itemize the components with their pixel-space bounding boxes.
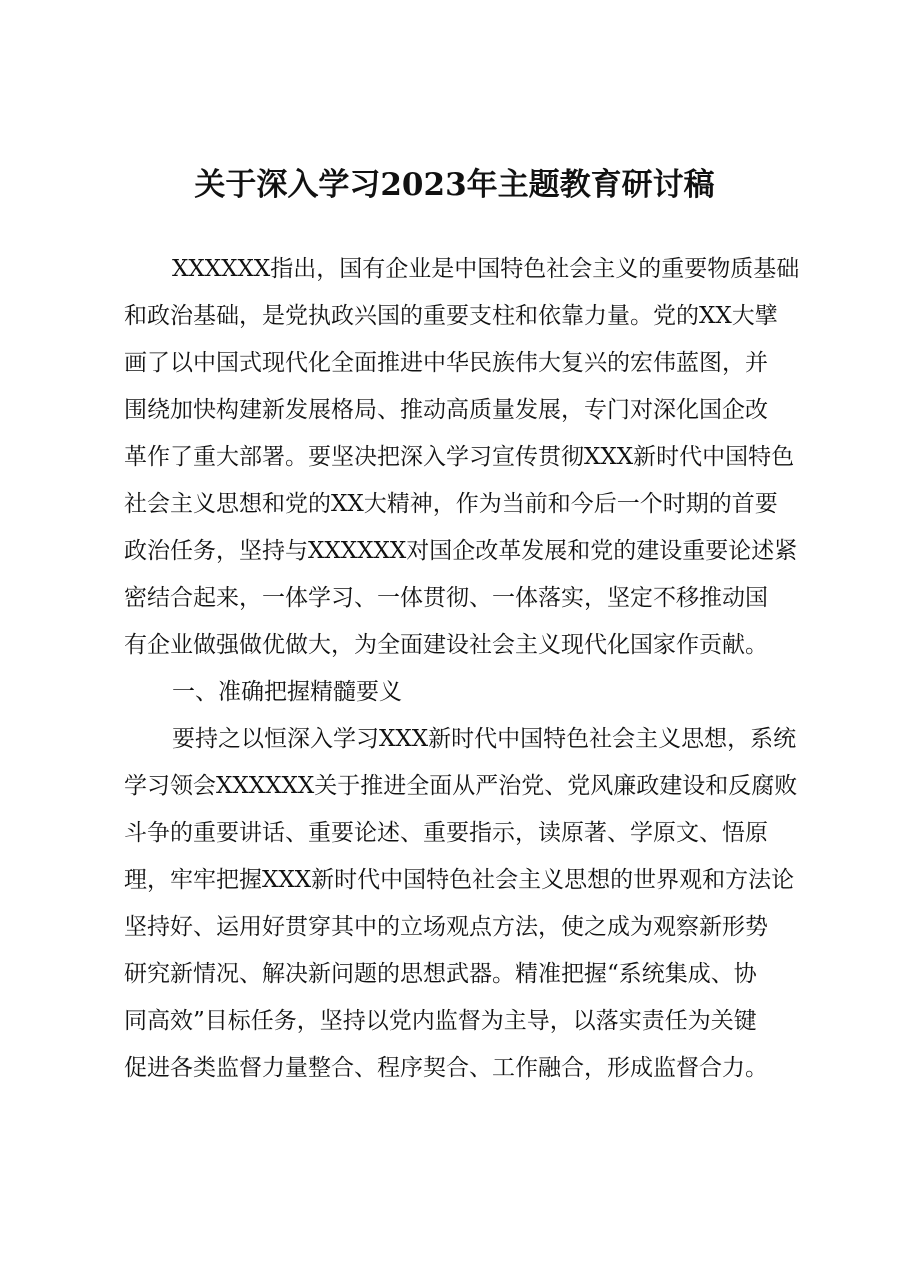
paragraph-1-line-1: XXXXXX指出，国有企业是中国特色社会主义的重要物质基础 [172, 256, 800, 282]
paragraph-1-line-3: 画了以中国式现代化全面推进中华民族伟大复兴的宏伟蓝图，并 [124, 350, 768, 376]
paragraph-1-line-8: 密结合起来，一体学习、一体贯彻、一体落实，坚定不移推动国 [124, 585, 768, 611]
paragraph-1-line-4: 围绕加快构建新发展格局、推动高质量发展，专门对深化国企改 [124, 397, 768, 423]
paragraph-2-line-2: 学习领会XXXXXX关于推进全面从严治党、党风廉政建设和反腐败 [124, 773, 798, 799]
paragraph-2-line-1: 要持之以恒深入学习XXX新时代中国特色社会主义思想，系统 [172, 726, 797, 752]
paragraph-1-line-7: 政治任务，坚持与XXXXXX对国企改革发展和党的建设重要论述紧 [124, 538, 798, 564]
paragraph-1-line-9: 有企业做强做优做大，为全面建设社会主义现代化国家作贡献。 [124, 632, 768, 658]
paragraph-2-line-6: 研究新情况、解决新问题的思想武器。精准把握“系统集成、协 [124, 961, 757, 987]
section-heading-1: 一、准确把握精髓要义 [172, 679, 402, 705]
paragraph-2-line-4: 理，牢牢把握XXX新时代中国特色社会主义思想的世界观和方法论 [124, 867, 795, 893]
paragraph-2-line-8: 促进各类监督力量整合、程序契合、工作融合，形成监督合力。 [124, 1055, 768, 1081]
paragraph-2-line-5: 坚持好、运用好贯穿其中的立场观点方法，使之成为观察新形势 [124, 914, 768, 940]
paragraph-1-line-6: 社会主义思想和党的XX大精神，作为当前和今后一个时期的首要 [124, 491, 778, 517]
paragraph-2-line-3: 斗争的重要讲话、重要论述、重要指示，读原著、学原文、悟原 [124, 820, 768, 846]
paragraph-1-line-5: 革作了重大部署。要坚决把深入学习宣传贯彻XXX新时代中国特色 [124, 444, 795, 470]
paragraph-2-line-7: 同高效”目标任务，坚持以党内监督为主导，以落实责任为关键 [124, 1008, 757, 1034]
document-title: 关于深入学习2023年主题教育研讨稿 [194, 167, 715, 203]
paragraph-1-line-2: 和政治基础，是党执政兴国的重要支柱和依靠力量。党的XX大擘 [124, 303, 778, 329]
